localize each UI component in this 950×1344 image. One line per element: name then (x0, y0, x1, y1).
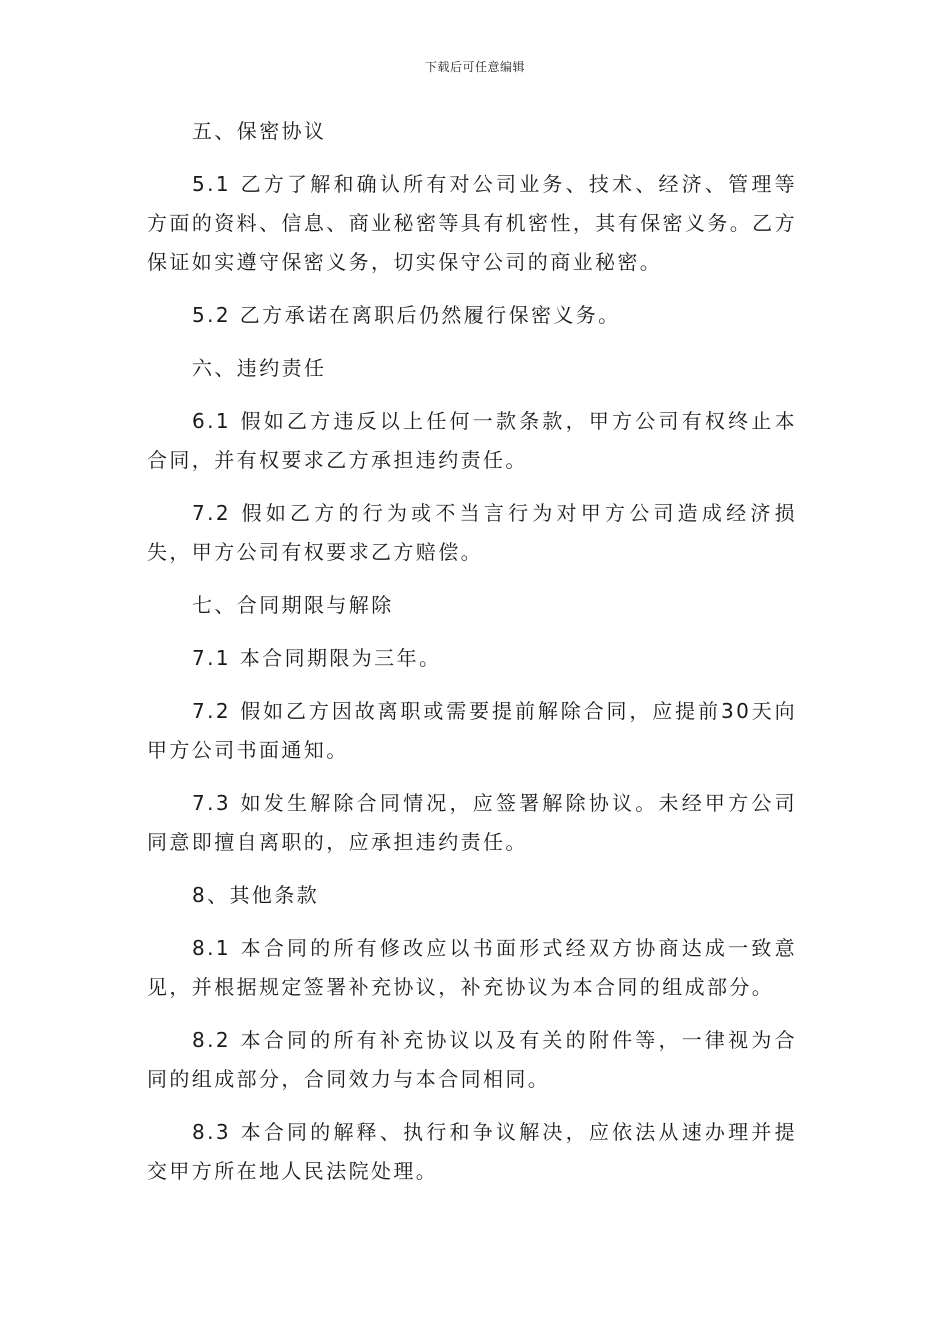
clause-7-3: 7.3 如发生解除合同情况，应签署解除协议。未经甲方公司同意即擅自离职的，应承担违约责任。 (147, 791, 797, 854)
section-heading-other: 8、其他条款 (192, 883, 320, 907)
clause-8-3: 8.3 本合同的解释、执行和争议解决，应依法从速办理并提交甲方所在地人民法院处理。 (147, 1120, 797, 1183)
clause-7-2-damages: 7.2 假如乙方的行为或不当言行为对甲方公司造成经济损失，甲方公司有权要求乙方赔偿。 (147, 501, 797, 564)
clause-5-1: 5.1 乙方了解和确认所有对公司业务、技术、经济、管理等方面的资料、信息、商业秘密等具有机密性，其有保密义务。乙方保证如实遵守保密义务，切实保守公司的商业秘密。 (147, 172, 797, 274)
section-heading-confidentiality: 五、保密协议 (192, 119, 327, 143)
clause-7-2-termination: 7.2 假如乙方因故离职或需要提前解除合同，应提前30天向甲方公司书面通知。 (147, 699, 797, 762)
section-heading-breach: 六、违约责任 (192, 356, 327, 380)
clause-5-2: 5.2 乙方承诺在离职后仍然履行保密义务。 (192, 303, 621, 327)
header-note: 下载后可任意编辑 (424, 60, 525, 74)
clause-8-2: 8.2 本合同的所有补充协议以及有关的附件等，一律视为合同的组成部分，合同效力与本合同相同。 (147, 1028, 797, 1091)
clause-8-1: 8.1 本合同的所有修改应以书面形式经双方协商达成一致意见，并根据规定签署补充协议，补充协议为本合同的组成部分。 (147, 936, 797, 999)
section-heading-term: 七、合同期限与解除 (192, 593, 394, 617)
document-body (147, 112, 797, 1205)
clause-6-1: 6.1 假如乙方违反以上任何一款条款，甲方公司有权终止本合同，并有权要求乙方承担违约责任。 (147, 409, 797, 472)
clause-7-1: 7.1 本合同期限为三年。 (192, 646, 442, 670)
